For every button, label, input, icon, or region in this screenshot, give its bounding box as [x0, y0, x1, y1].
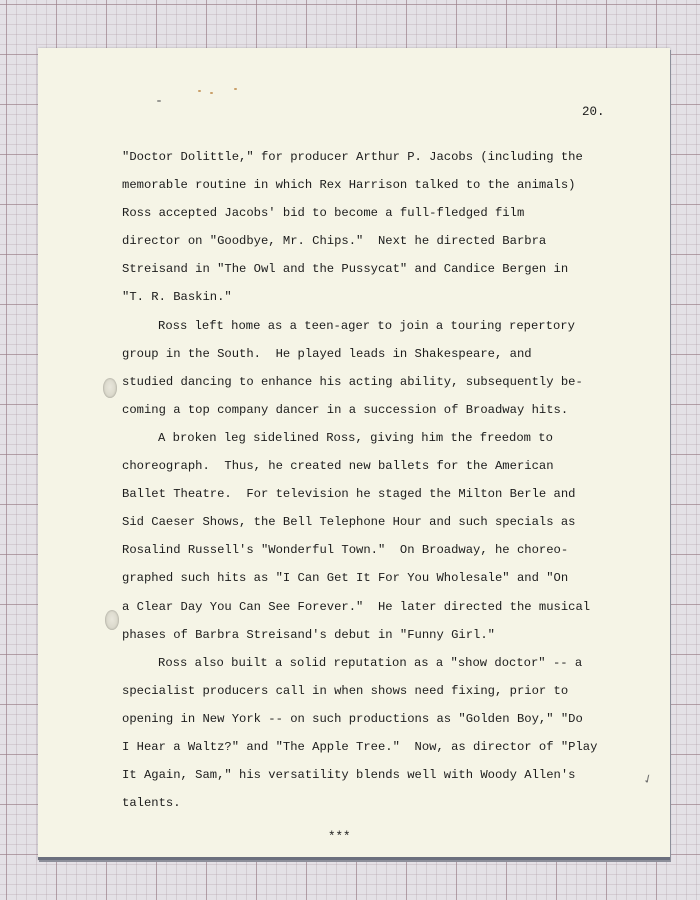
text-line: director on "Goodbye, Mr. Chips." Next he directed Barbra — [122, 234, 547, 249]
paper-speck — [198, 90, 201, 92]
page-number: 20. — [582, 105, 605, 119]
text-line: Streisand in "The Owl and the Pussycat" and Candice Bergen in — [122, 262, 569, 277]
text-line: "T. R. Baskin." — [122, 290, 232, 305]
text-line: coming a top company dancer in a succession of Broadway hits. — [122, 402, 569, 417]
text-line: studied dancing to enhance his acting ability, subsequently be- — [122, 374, 583, 389]
paragraph — [122, 649, 622, 818]
paragraph — [122, 424, 622, 649]
text-line: I Hear a Waltz?" and "The Apple Tree." Now, as director of "Play — [122, 739, 598, 754]
text-line: opening in New York -- on such productions as "Golden Boy," "Do — [122, 711, 583, 726]
text-line: Ballet Theatre. For television he staged the Milton Berle and — [122, 487, 576, 502]
paper-speck — [157, 100, 161, 102]
text-line: It Again, Sam," his versatility blends well with Woody Allen's — [122, 768, 576, 783]
text-line: group in the South. He played leads in Shakespeare, and — [122, 346, 532, 361]
paper-speck — [210, 92, 213, 94]
text-line: phases of Barbra Streisand's debut in "Funny Girl." — [122, 627, 495, 642]
text-line: "Doctor Dolittle," for producer Arthur P. Jacobs (including the — [122, 150, 583, 164]
text-line: talents. — [122, 796, 181, 811]
text-line: memorable routine in which Rex Harrison talked to the animals) — [122, 178, 576, 193]
text-line: graphed such hits as "I Can Get It For You Wholesale" and "On — [122, 571, 569, 586]
text-line: A broken leg sidelined Ross, giving him the freedom to — [158, 430, 553, 445]
end-mark: *** — [328, 830, 351, 844]
text-line: specialist producers call in when shows need fixing, prior to — [122, 683, 569, 698]
paragraph — [122, 312, 622, 424]
punch-hole — [105, 610, 119, 630]
paragraph — [122, 143, 622, 312]
text-line: a Clear Day You Can See Forever." He later directed the musical — [122, 599, 591, 614]
body-text — [122, 143, 622, 817]
text-line: choreograph. Thus, he created new ballets for the American — [122, 459, 554, 474]
text-line: Ross left home as a teen-ager to join a touring repertory — [158, 318, 575, 333]
text-line: Ross accepted Jacobs' bid to become a full-fledged film — [122, 206, 525, 221]
text-line: Ross also built a solid reputation as a "show doctor" -- a — [158, 655, 583, 670]
punch-hole — [103, 378, 117, 398]
text-line: Sid Caeser Shows, the Bell Telephone Hour and such specials as — [122, 515, 576, 530]
text-line: Rosalind Russell's "Wonderful Town." On Broadway, he choreo- — [122, 543, 569, 558]
pencil-tick-icon: ✓ — [640, 770, 656, 788]
paper-speck — [234, 88, 237, 90]
